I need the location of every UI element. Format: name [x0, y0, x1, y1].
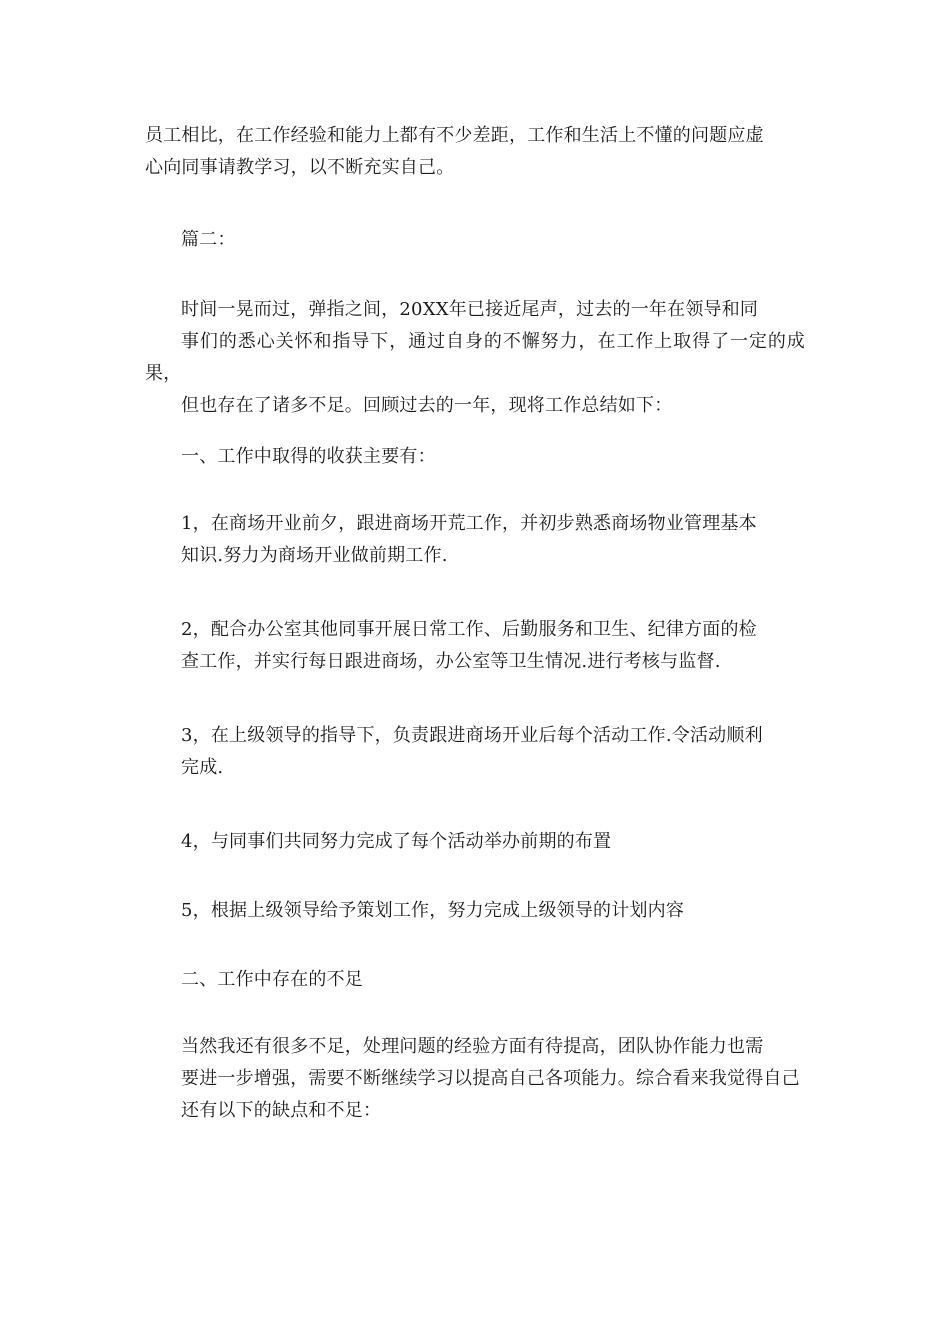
text-line: 完成. — [181, 757, 224, 778]
text-line: 心向同事请教学习，以不断充实自己。 — [145, 157, 455, 178]
text-line: 二、工作中存在的不足 — [181, 969, 363, 990]
text-line: 一、工作中取得的收获主要有： — [181, 446, 436, 467]
text-line: 知识.努力为商场开业做前期工作. — [181, 545, 448, 566]
text-line: 时间一晃而过，弹指之间，20XX年已接近尾声，过去的一年在领导和同 — [181, 299, 759, 320]
list-item-4 — [145, 826, 805, 858]
text-line: 5，根据上级领导给予策划工作，努力完成上级领导的计划内容 — [181, 900, 685, 921]
text-line: 3，在上级领导的指导下，负责跟进商场开业后每个活动工作.令活动顺利 — [181, 725, 763, 746]
text-line: 要进一步增强，需要不断继续学习以提高自己各项能力。综合看来我觉得自己 — [181, 1068, 800, 1089]
section-heading-achievements — [145, 441, 805, 473]
list-item-5 — [145, 895, 805, 927]
text-line: 事们的悉心关怀和指导下，通过自身的不懈努力，在工作上取得了一定的成果， — [145, 331, 805, 384]
paragraph-closing — [145, 1031, 805, 1127]
section-heading-shortcomings — [145, 964, 805, 996]
text-line: 但也存在了诸多不足。回顾过去的一年，现将工作总结如下： — [181, 395, 673, 416]
list-item-3 — [145, 720, 805, 784]
text-line: 当然我还有很多不足，处理问题的经验方面有待提高，团队协作能力也需 — [181, 1036, 764, 1057]
text-line: 篇二： — [181, 229, 236, 250]
text-line: 2，配合办公室其他同事开展日常工作、后勤服务和卫生、纪律方面的检 — [181, 619, 757, 640]
text-line: 员工相比，在工作经验和能力上都有不少差距，工作和生活上不懂的问题应虚 — [145, 125, 764, 146]
text-line: 4，与同事们共同努力完成了每个活动举办前期的布置 — [181, 831, 612, 852]
text-line: 还有以下的缺点和不足： — [181, 1100, 382, 1121]
text-line: 1，在商场开业前夕，跟进商场开荒工作，并初步熟悉商场物业管理基本 — [181, 513, 757, 534]
section-heading-part-two — [145, 224, 805, 256]
list-item-1 — [145, 508, 805, 572]
text-line: 查工作，并实行每日跟进商场，办公室等卫生情况.进行考核与监督. — [181, 651, 721, 672]
paragraph-intro — [145, 294, 805, 422]
paragraph-continuation — [145, 120, 805, 184]
list-item-2 — [145, 614, 805, 678]
